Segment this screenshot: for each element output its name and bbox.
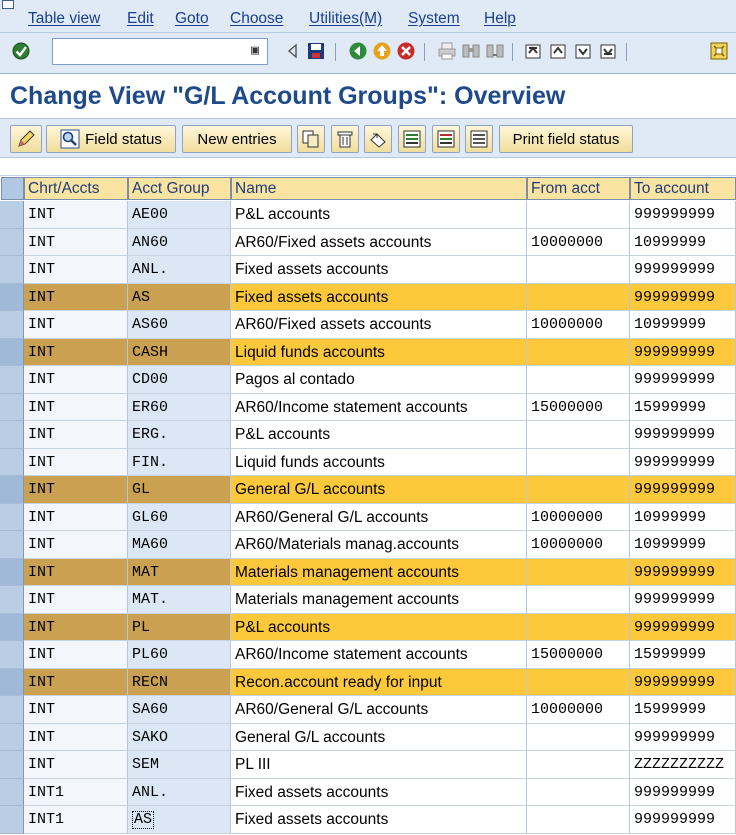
new-entries-label: New entries: [197, 130, 277, 148]
row-selector[interactable]: [0, 586, 24, 614]
cell-acct-group[interactable]: PL: [128, 614, 231, 642]
print-field-status-button[interactable]: [499, 125, 633, 153]
table-control: [0, 176, 736, 835]
cell-chrt-accts[interactable]: INT: [24, 311, 128, 339]
cell-name[interactable]: AR60/Fixed assets accounts: [231, 311, 527, 339]
menu-table-view[interactable]: Table view: [28, 10, 101, 27]
cell-chrt-accts[interactable]: INT: [24, 476, 128, 504]
cell-chrt-accts[interactable]: INT: [24, 614, 128, 642]
cell-name[interactable]: Fixed assets accounts: [231, 256, 527, 284]
cell-to-account[interactable]: 15999999: [630, 696, 736, 724]
cell-chrt-accts[interactable]: INT: [24, 201, 128, 229]
column-header-from-acct[interactable]: From acct: [527, 177, 630, 200]
row-selector[interactable]: [0, 476, 24, 504]
row-selector[interactable]: [0, 669, 24, 697]
cell-from-acct[interactable]: 10000000: [527, 229, 630, 257]
cell-from-acct[interactable]: [527, 201, 630, 229]
cell-acct-group[interactable]: MA60: [128, 531, 231, 559]
table-row[interactable]: [0, 669, 736, 697]
row-selector[interactable]: [0, 614, 24, 642]
cell-from-acct[interactable]: 15000000: [527, 641, 630, 669]
cell-chrt-accts[interactable]: INT: [24, 504, 128, 532]
cell-from-acct[interactable]: [527, 586, 630, 614]
cell-chrt-accts[interactable]: INT: [24, 421, 128, 449]
deselect-all-button[interactable]: [465, 125, 493, 153]
table-row[interactable]: [0, 421, 736, 449]
cell-acct-group[interactable]: SEM: [128, 751, 231, 779]
cell-from-acct[interactable]: [527, 559, 630, 587]
table-row[interactable]: [0, 201, 736, 229]
cell-from-acct[interactable]: [527, 614, 630, 642]
title-area: [0, 74, 736, 118]
cell-to-account[interactable]: 999999999: [630, 779, 736, 807]
row-selector[interactable]: [0, 284, 24, 312]
cell-acct-group[interactable]: AE00: [128, 201, 231, 229]
table-row[interactable]: [0, 339, 736, 367]
cell-to-account[interactable]: 999999999: [630, 339, 736, 367]
menu-edit[interactable]: Edit: [127, 10, 154, 27]
pencil-glasses-icon: [16, 129, 36, 149]
row-selector[interactable]: [0, 421, 24, 449]
cell-name[interactable]: P&L accounts: [231, 614, 527, 642]
toolbar-separator: [335, 43, 336, 61]
cell-from-acct[interactable]: [527, 779, 630, 807]
cell-acct-group[interactable]: ERG.: [128, 421, 231, 449]
cell-to-account[interactable]: 999999999: [630, 256, 736, 284]
cell-name[interactable]: P&L accounts: [231, 421, 527, 449]
cell-chrt-accts[interactable]: INT: [24, 669, 128, 697]
exit-icon[interactable]: [371, 40, 393, 62]
cell-from-acct[interactable]: 10000000: [527, 696, 630, 724]
cell-to-account[interactable]: 10999999: [630, 311, 736, 339]
field-status-button[interactable]: [46, 125, 176, 153]
cell-acct-group[interactable]: AN60: [128, 229, 231, 257]
cell-acct-group[interactable]: ANL.: [128, 256, 231, 284]
page-title: Change View "G/L Account Groups": Overview: [10, 82, 566, 110]
cell-to-account[interactable]: 999999999: [630, 724, 736, 752]
window-icon[interactable]: [2, 0, 14, 9]
cell-chrt-accts[interactable]: INT: [24, 751, 128, 779]
menu-choose[interactable]: Choose: [230, 10, 284, 27]
row-selector[interactable]: [0, 806, 24, 834]
previous-page-icon[interactable]: [547, 40, 569, 62]
table-row[interactable]: [0, 641, 736, 669]
cell-chrt-accts[interactable]: INT: [24, 449, 128, 477]
row-selector[interactable]: [0, 696, 24, 724]
column-header-chrt-accts[interactable]: Chrt/Accts: [24, 177, 128, 200]
cell-acct-group[interactable]: CD00: [128, 366, 231, 394]
cell-from-acct[interactable]: [527, 449, 630, 477]
cell-name[interactable]: Fixed assets accounts: [231, 284, 527, 312]
cell-chrt-accts[interactable]: INT: [24, 366, 128, 394]
undo-change-button[interactable]: [364, 125, 392, 153]
cell-to-account[interactable]: 999999999: [630, 586, 736, 614]
cell-from-acct[interactable]: [527, 751, 630, 779]
magnifier-icon: [60, 129, 80, 149]
command-field[interactable]: [52, 38, 268, 65]
row-selector[interactable]: [0, 339, 24, 367]
command-history-icon[interactable]: ▣: [251, 43, 259, 58]
table-row[interactable]: [0, 751, 736, 779]
cell-name[interactable]: AR60/General G/L accounts: [231, 696, 527, 724]
row-selector[interactable]: [0, 504, 24, 532]
cell-chrt-accts[interactable]: INT: [24, 724, 128, 752]
cell-name[interactable]: AR60/General G/L accounts: [231, 504, 527, 532]
column-header-to-account[interactable]: To account: [630, 177, 736, 200]
row-selector[interactable]: [0, 779, 24, 807]
table-row[interactable]: [0, 449, 736, 477]
cell-name[interactable]: General G/L accounts: [231, 724, 527, 752]
cell-chrt-accts[interactable]: INT1: [24, 806, 128, 834]
cell-acct-group[interactable]: FIN.: [128, 449, 231, 477]
row-selector[interactable]: [0, 366, 24, 394]
cell-name[interactable]: PL III: [231, 751, 527, 779]
cell-acct-group[interactable]: AS60: [128, 311, 231, 339]
cell-to-account[interactable]: 10999999: [630, 229, 736, 257]
cell-to-account[interactable]: 999999999: [630, 421, 736, 449]
undo-icon: [369, 130, 387, 148]
cell-to-account[interactable]: 999999999: [630, 449, 736, 477]
cell-from-acct[interactable]: [527, 366, 630, 394]
cell-chrt-accts[interactable]: INT: [24, 229, 128, 257]
cancel-icon[interactable]: [395, 40, 417, 62]
table-row[interactable]: [0, 256, 736, 284]
cell-to-account[interactable]: 15999999: [630, 641, 736, 669]
row-selector[interactable]: [0, 229, 24, 257]
cell-chrt-accts[interactable]: INT: [24, 531, 128, 559]
column-header-acct-group[interactable]: Acct Group: [128, 177, 231, 200]
table-spacer: [0, 158, 736, 176]
print-field-status-label: Print field status: [512, 130, 620, 148]
row-selector[interactable]: [0, 751, 24, 779]
row-selector[interactable]: [0, 531, 24, 559]
cell-name[interactable]: Pagos al contado: [231, 366, 527, 394]
cell-to-account[interactable]: 999999999: [630, 669, 736, 697]
table-row[interactable]: [0, 724, 736, 752]
table-row[interactable]: [0, 366, 736, 394]
cell-chrt-accts[interactable]: INT1: [24, 779, 128, 807]
column-header-name[interactable]: Name: [231, 177, 527, 200]
cell-acct-group[interactable]: MAT: [128, 559, 231, 587]
back-arrow-icon[interactable]: [347, 40, 369, 62]
copy-button[interactable]: [297, 125, 325, 153]
menu-help[interactable]: Help: [484, 10, 516, 27]
cell-from-acct[interactable]: [527, 669, 630, 697]
select-all-button[interactable]: [398, 125, 426, 153]
cell-name[interactable]: Fixed assets accounts: [231, 779, 527, 807]
cell-from-acct[interactable]: [527, 339, 630, 367]
display-change-button[interactable]: [10, 125, 42, 153]
layout-icon[interactable]: [708, 40, 730, 62]
select-all-rows-button[interactable]: [1, 177, 24, 200]
cell-from-acct[interactable]: 10000000: [527, 504, 630, 532]
cell-to-account[interactable]: 10999999: [630, 504, 736, 532]
table-row[interactable]: [0, 229, 736, 257]
cell-chrt-accts[interactable]: INT: [24, 559, 128, 587]
table-row[interactable]: [0, 696, 736, 724]
cell-to-account[interactable]: 999999999: [630, 614, 736, 642]
menu-utilities[interactable]: Utilities(M): [309, 10, 383, 27]
cell-to-account[interactable]: 999999999: [630, 201, 736, 229]
field-status-label: Field status: [85, 130, 162, 148]
table-row[interactable]: [0, 806, 736, 834]
cell-from-acct[interactable]: 10000000: [527, 531, 630, 559]
cell-to-account[interactable]: 999999999: [630, 366, 736, 394]
cell-from-acct[interactable]: [527, 256, 630, 284]
back-icon[interactable]: [282, 40, 304, 62]
cell-acct-group[interactable]: MAT.: [128, 586, 231, 614]
cell-from-acct[interactable]: [527, 724, 630, 752]
cell-from-acct[interactable]: [527, 284, 630, 312]
menu-system[interactable]: System: [408, 10, 460, 27]
row-selector[interactable]: [0, 201, 24, 229]
cell-name[interactable]: Materials management accounts: [231, 559, 527, 587]
row-selector[interactable]: [0, 641, 24, 669]
first-page-icon[interactable]: [522, 40, 544, 62]
table-row[interactable]: [0, 504, 736, 532]
row-selector[interactable]: [0, 394, 24, 422]
last-page-icon[interactable]: [597, 40, 619, 62]
cell-name[interactable]: AR60/Income statement accounts: [231, 394, 527, 422]
cell-name[interactable]: Liquid funds accounts: [231, 339, 527, 367]
enter-icon[interactable]: [10, 40, 32, 62]
cell-name[interactable]: Fixed assets accounts: [231, 806, 527, 834]
table-row[interactable]: [0, 586, 736, 614]
menu-bar: [0, 0, 736, 32]
cell-name[interactable]: Recon.account ready for input: [231, 669, 527, 697]
cell-acct-group[interactable]: RECN: [128, 669, 231, 697]
row-selector[interactable]: [0, 724, 24, 752]
cell-chrt-accts[interactable]: INT: [24, 696, 128, 724]
focused-cell-text: AS: [134, 811, 153, 828]
cell-acct-group[interactable]: SA60: [128, 696, 231, 724]
cell-from-acct[interactable]: [527, 806, 630, 834]
cell-to-account[interactable]: 999999999: [630, 559, 736, 587]
cell-to-account[interactable]: ZZZZZZZZZZ: [630, 751, 736, 779]
cell-name[interactable]: AR60/Materials manag.accounts: [231, 531, 527, 559]
cell-from-acct[interactable]: 15000000: [527, 394, 630, 422]
cell-chrt-accts[interactable]: INT: [24, 284, 128, 312]
row-selector[interactable]: [0, 559, 24, 587]
toolbar-separator: [626, 43, 627, 61]
select-all-icon: [403, 130, 421, 148]
cell-name[interactable]: General G/L accounts: [231, 476, 527, 504]
table-row[interactable]: [0, 614, 736, 642]
cell-acct-group[interactable]: ANL.: [128, 779, 231, 807]
new-entries-button[interactable]: [182, 125, 292, 153]
cell-acct-group[interactable]: AS: [128, 284, 231, 312]
find-next-icon[interactable]: [484, 40, 506, 62]
table-row[interactable]: [0, 476, 736, 504]
cell-chrt-accts[interactable]: INT: [24, 586, 128, 614]
row-selector[interactable]: [0, 256, 24, 284]
cell-to-account[interactable]: 10999999: [630, 531, 736, 559]
cell-from-acct[interactable]: 10000000: [527, 311, 630, 339]
cell-chrt-accts[interactable]: INT: [24, 641, 128, 669]
menu-goto[interactable]: Goto: [175, 10, 209, 27]
cell-name[interactable]: AR60/Fixed assets accounts: [231, 229, 527, 257]
cell-name[interactable]: Liquid funds accounts: [231, 449, 527, 477]
cell-acct-group[interactable]: ER60: [128, 394, 231, 422]
row-selector[interactable]: [0, 311, 24, 339]
cell-chrt-accts[interactable]: INT: [24, 339, 128, 367]
cell-acct-group[interactable]: GL: [128, 476, 231, 504]
cell-acct-group[interactable]: CASH: [128, 339, 231, 367]
cell-from-acct[interactable]: [527, 476, 630, 504]
deselect-all-icon: [470, 130, 488, 148]
next-page-icon[interactable]: [572, 40, 594, 62]
cell-chrt-accts[interactable]: INT: [24, 256, 128, 284]
table-row[interactable]: [0, 311, 736, 339]
row-selector[interactable]: [0, 449, 24, 477]
table-row[interactable]: [0, 284, 736, 312]
cell-name[interactable]: P&L accounts: [231, 201, 527, 229]
cell-acct-group[interactable]: GL60: [128, 504, 231, 532]
cell-from-acct[interactable]: [527, 421, 630, 449]
application-toolbar: [0, 118, 736, 158]
toolbar-separator: [424, 43, 425, 61]
cell-acct-group[interactable]: SAKO: [128, 724, 231, 752]
copy-icon: [302, 130, 320, 148]
table-row[interactable]: [0, 531, 736, 559]
cell-chrt-accts[interactable]: INT: [24, 394, 128, 422]
table-row[interactable]: [0, 559, 736, 587]
cell-name[interactable]: AR60/Income statement accounts: [231, 641, 527, 669]
cell-to-account[interactable]: 999999999: [630, 476, 736, 504]
cell-to-account[interactable]: 999999999: [630, 806, 736, 834]
select-block-icon: [437, 130, 455, 148]
select-block-button[interactable]: [432, 125, 460, 153]
trash-icon: [336, 130, 354, 148]
table-row[interactable]: [0, 779, 736, 807]
standard-toolbar: [0, 32, 736, 74]
print-icon[interactable]: [436, 40, 458, 62]
cell-acct-group[interactable]: PL60: [128, 641, 231, 669]
save-icon[interactable]: [305, 40, 327, 62]
cell-acct-group[interactable]: [128, 806, 231, 834]
delete-button[interactable]: [331, 125, 359, 153]
cell-to-account[interactable]: 15999999: [630, 394, 736, 422]
find-icon[interactable]: [460, 40, 482, 62]
toolbar-separator: [512, 43, 513, 61]
cell-to-account[interactable]: 999999999: [630, 284, 736, 312]
cell-name[interactable]: Materials management accounts: [231, 586, 527, 614]
table-row[interactable]: [0, 394, 736, 422]
